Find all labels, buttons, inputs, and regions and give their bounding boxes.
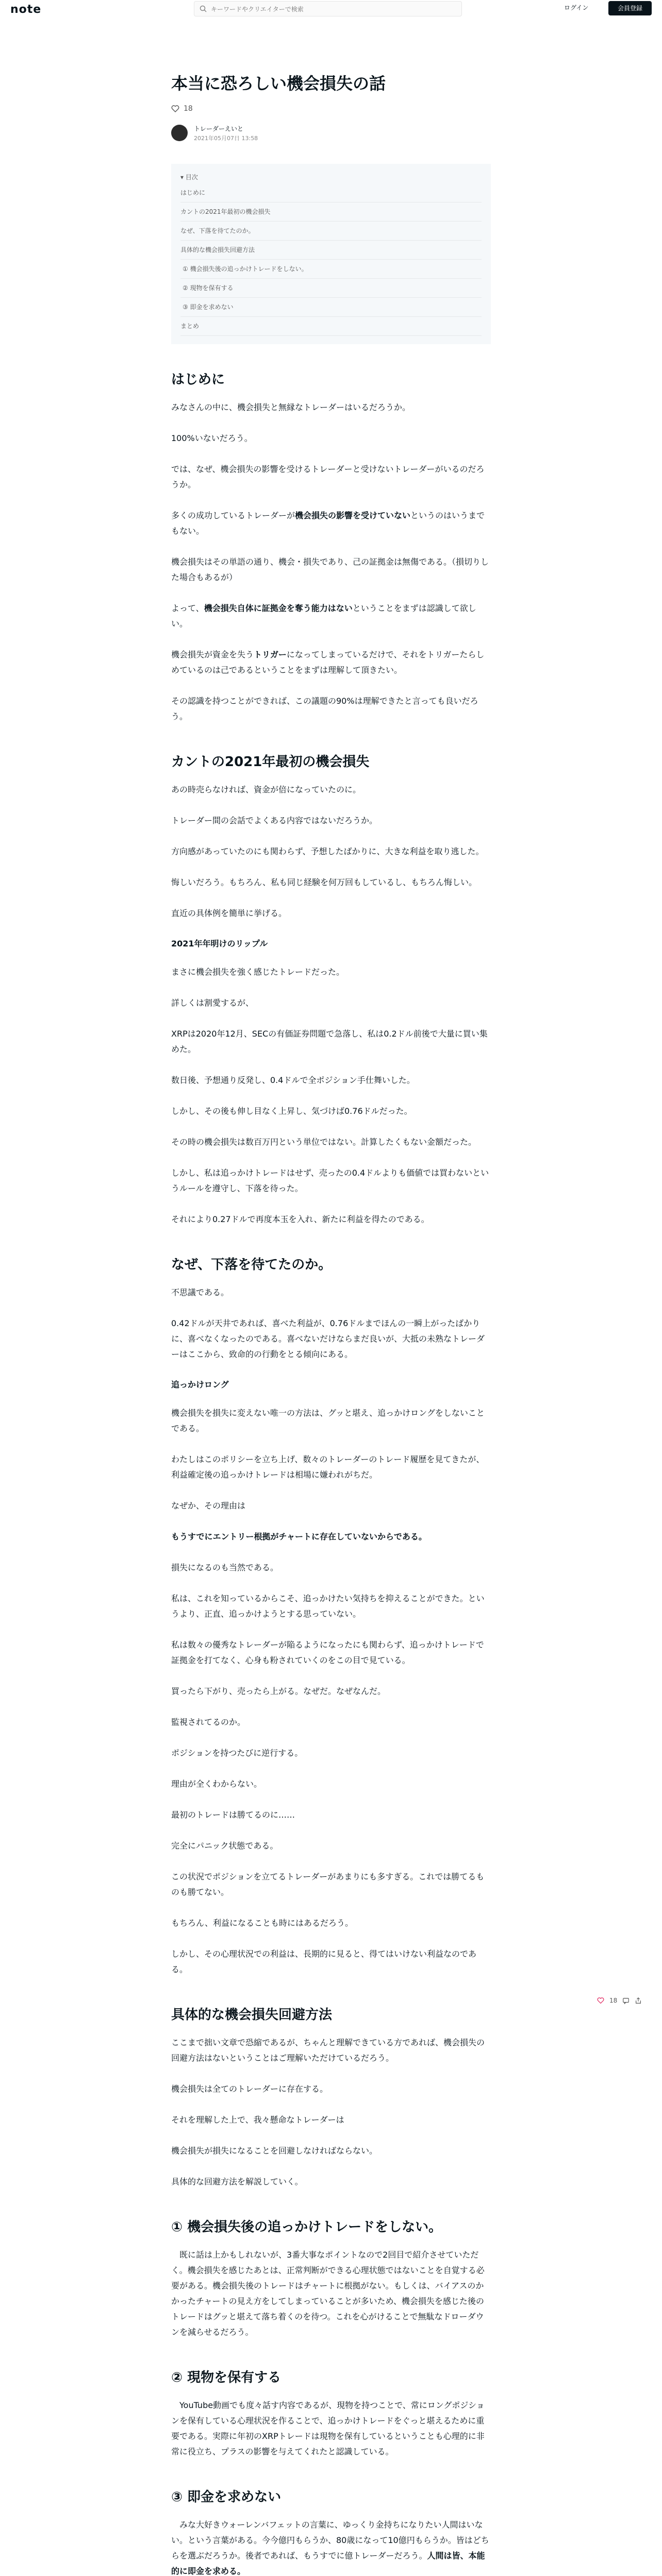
- avatar[interactable]: [171, 125, 188, 141]
- section-heading: 具体的な機会損失回避方法: [171, 2007, 333, 2023]
- paragraph: 詳しくは割愛するが、: [171, 998, 254, 1008]
- share-icon[interactable]: [635, 1997, 642, 2004]
- paragraph: もちろん、利益になることも時にはあるだろう。: [171, 1918, 353, 1928]
- like-count: 18: [184, 105, 193, 113]
- search-icon: [200, 5, 207, 12]
- paragraph: まさに機会損失を強く感じたトレードだった。: [171, 967, 345, 977]
- author-block: [171, 121, 491, 145]
- author-name[interactable]: トレーダーえいと: [194, 125, 244, 132]
- toc-item[interactable]: ① 機会損失後の追っかけトレードをしない。: [180, 260, 482, 279]
- paragraph: 既に話は上かもしれないが、3番大事なポイントなので2回目で紹介させていただく。機会損失を感じたあとは、正常判断ができる心理状態ではないことを自覚する必要がある。機会損失後のトレードはチャートに根拠がない。もしくは、バイアスのかかったチャートの見え方をしてしまっていることが多いため、機会損失を感じた後のトレードはグッと堪えて落ち着くのを待つ。これを心がけることで無駄なドローダウンを減らせるだろう。: [171, 2250, 485, 2337]
- toc-item[interactable]: まとめ: [180, 317, 482, 336]
- search-box[interactable]: [194, 1, 462, 16]
- paragraph: ここまで拙い文章で恐縮であるが、ちゃんと理解できている方であれば、機会損失の回避方法はないということはご理解いただけているだろう。: [171, 2038, 485, 2063]
- login-link[interactable]: ログイン: [564, 4, 589, 11]
- section-heading: カントの2021年最初の機会損失: [171, 754, 370, 770]
- toc-item[interactable]: 具体的な機会損失回避方法: [180, 241, 482, 260]
- paragraph: みなさんの中に、機会損失と無縁なトレーダーはいるだろうか。: [171, 402, 411, 412]
- paragraph: それにより0.27ドルで再度本玉を入れ、新たに利益を得たのである。: [171, 1214, 429, 1224]
- paragraph: 機会損失を損失に変えない唯一の方法は、グッと堪え、追っかけロングをしないことである。: [171, 1408, 485, 1433]
- paragraph: 具体的な回避方法を解説していく。: [171, 2177, 303, 2187]
- signup-button[interactable]: 会員登録: [608, 1, 652, 15]
- search-input[interactable]: [211, 4, 453, 14]
- section-heading: ② 現物を保有する: [171, 2370, 282, 2385]
- paragraph: 0.42ドルが天井であれば、喜べた利益が、0.76ドルまでほんの一瞬上がったばかりに、喜べなくなったのである。喜べないだけならまだ良いが、大抵の未熟なトレーダーはここから、致命的の行動をとる傾向にある。: [171, 1318, 485, 1359]
- heart-icon[interactable]: [171, 105, 179, 113]
- publish-date: 2021年05月07日 13:58: [194, 134, 258, 142]
- paragraph: 機会損失はその単語の通り、機会・損失であり、己の証拠金は無傷である。（損切りした場合もあるが）: [171, 557, 489, 582]
- like-counter: [171, 102, 491, 115]
- article-title: 本当に恐ろしい機会損失の話: [171, 74, 386, 93]
- toc-item[interactable]: はじめに: [180, 183, 482, 202]
- section-heading: はじめに: [171, 372, 225, 387]
- paragraph: 機会損失が損失になることを回避しなければならない。: [171, 2146, 378, 2156]
- paragraph: しかし、その心理状況での利益は、長期的に見ると、得てはいけない利益なのである。: [171, 1949, 477, 1974]
- paragraph: その認識を持つことができれば、この議題の90%は理解できたと言っても良いだろう。: [171, 696, 478, 721]
- heart-icon[interactable]: [597, 1997, 604, 2004]
- paragraph: この状況でポジションを立てるトレーダーがあまりにも多すぎる。これでは勝てるものも勝てない。: [171, 1872, 485, 1897]
- paragraph: 損失になるのも当然である。: [171, 1563, 279, 1572]
- paragraph: よって、機会損失自体に証拠金を奪う能力はないということをまずは認識して欲しい。: [171, 603, 476, 629]
- side-like-count: 18: [609, 1997, 618, 2004]
- paragraph: しかし、その後も伸し目なく上昇し、気づけば0.76ドルだった。: [171, 1106, 412, 1116]
- paragraph: 不思議である。: [171, 1287, 229, 1297]
- note-logo[interactable]: note: [10, 3, 42, 16]
- paragraph: 完全にパニック状態である。: [171, 1841, 278, 1851]
- table-of-contents: [171, 164, 491, 344]
- paragraph: 監視されてるのか。: [171, 1717, 246, 1727]
- toc-heading[interactable]: ▾ 目次: [180, 174, 198, 181]
- paragraph: 数日後、予想通り反発し、0.4ドルで全ポジション手仕舞いした。: [171, 1075, 415, 1085]
- section-heading: なぜ、下落を待てたのか。: [171, 1257, 332, 1273]
- paragraph: あの時売らなければ、資金が倍になっていたのに。: [171, 785, 361, 794]
- section-heading: ① 機会損失後の追っかけトレードをしない。: [171, 2219, 442, 2235]
- paragraph: 理由が全くわからない。: [171, 1779, 262, 1789]
- paragraph: それを理解した上で、我々懸命なトレーダーは: [171, 2115, 344, 2125]
- toc-item[interactable]: ③ 即金を求めない: [180, 298, 482, 317]
- paragraph: 最初のトレードは勝てるのに……: [171, 1810, 295, 1820]
- toc-item[interactable]: カントの2021年最初の機会損失: [180, 202, 482, 222]
- paragraph: XRPは2020年12月、SECの有価証券問題で急落し、私は0.2ドル前後で大量に買い集めた。: [171, 1029, 488, 1054]
- paragraph: ポジションを持つたびに逆行する。: [171, 1748, 303, 1758]
- paragraph: では、なぜ、機会損失の影響を受けるトレーダーと受けないトレーダーがいるのだろうか。: [171, 464, 485, 489]
- sub-heading: 2021年年明けのリップル: [171, 939, 268, 948]
- top-bar: [0, 0, 662, 19]
- paragraph: しかし、私は追っかけトレードはせず、売ったの0.4ドルよりも価値では買わないというルールを遵守し、下落を待った。: [171, 1168, 489, 1193]
- paragraph: 悔しいだろう。もちろん、私も同じ経験を何万回もしているし、もちろん悔しい。: [171, 877, 477, 887]
- section-heading: ③ 即金を求めない: [171, 2489, 282, 2505]
- side-reactions: [597, 1997, 642, 2004]
- paragraph: 私は数々の優秀なトレーダーが陥るようになったにも関わらず、追っかけトレードで証拠金を打てなく、心身も粉されていくのをこの目で見ている。: [171, 1640, 484, 1665]
- paragraph: なぜか、その理由は: [171, 1501, 246, 1511]
- paragraph: 多くの成功しているトレーダーが機会損失の影響を受けていないというのはいうまでもない。: [171, 511, 485, 536]
- paragraph: その時の機会損失は数百万円という単位ではない。計算したくもない金額だった。: [171, 1137, 477, 1147]
- paragraph: 機会損失は全てのトレーダーに存在する。: [171, 2084, 328, 2094]
- paragraph: YouTube動画でも度々話す内容であるが、現物を持つことで、常にロングポジションを保有している心理状況を作ることで、追っかけトレードをぐっと堪えるために重要である。実際に年初のXRPトレードは現物を保有しているということも心理的に非常に役立ち、プラスの影響を与えてくれたと認識している。: [171, 2400, 485, 2456]
- article: [171, 72, 491, 2576]
- paragraph: もうすでにエントリー根拠がチャートに存在していないからである。: [171, 1532, 427, 1541]
- article-body: [171, 370, 491, 2576]
- paragraph: 買ったら下がり、売ったら上がる。なぜだ。なぜなんだ。: [171, 1686, 386, 1696]
- paragraph: みな大好きウォーレンバフェットの言葉に、ゆっくり金持ちになりたい人間はいない。という言葉がある。今今億円もらうか、80歳になって10億円もらうか。皆はどちらを選ぶだろうか。後者であれば、もうすでに億トレーダーだろう。人間は皆、本能的に即金を求める。: [171, 2520, 489, 2576]
- toc-item[interactable]: ② 現物を保有する: [180, 279, 482, 298]
- paragraph: わたしはこのポリシーを立ち上げ、数々のトレーダーのトレード履歴を見てきたが、利益確定後の追っかけトレードは相場に嫌われがちだ。: [171, 1454, 485, 1480]
- paragraph: 100%いないだろう。: [171, 433, 253, 443]
- sub-heading: 追っかけロング: [171, 1380, 229, 1389]
- paragraph: 私は、これを知っているからこそ、追っかけたい気持ちを抑えることができた。というより、正直、追っかけようとする思っていない。: [171, 1594, 485, 1619]
- paragraph: 機会損失が資金を失うトリガーになってしまっているだけで、それをトリガーたらしめているのは己であるということをまずは理解して頂きたい。: [171, 650, 485, 675]
- toc-item[interactable]: なぜ、下落を待てたのか。: [180, 222, 482, 241]
- comment-icon[interactable]: [622, 1997, 630, 2004]
- paragraph: 方向感があっていたのにも関わらず、予想したばかりに、大きな利益を取り逃した。: [171, 846, 484, 856]
- paragraph: 直近の具体例を簡単に挙げる。: [171, 908, 287, 918]
- paragraph: トレーダー間の会話でよくある内容ではないだろうか。: [171, 816, 378, 825]
